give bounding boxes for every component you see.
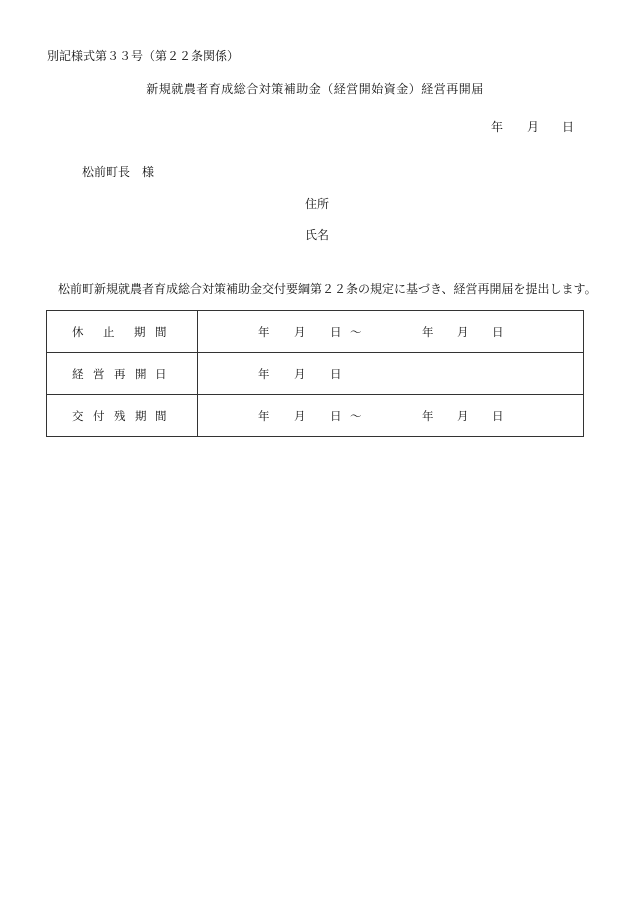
end-year-label: 年 [422, 324, 434, 339]
document-title: 新規就農者育成総合対策補助金（経営開始資金）経営再開届 [146, 82, 484, 96]
label-char: 開 [135, 366, 147, 381]
period-table [46, 310, 584, 437]
label-char: 止 [103, 324, 115, 339]
end-month-label: 月 [457, 324, 469, 339]
table-row-remaining-period [47, 395, 584, 437]
value-suspension-period [198, 311, 584, 353]
addressee: 松前町長 様 [82, 165, 155, 179]
label-char: 期 [134, 324, 146, 339]
start-day-label: 日 [330, 366, 342, 381]
end-month-label: 月 [457, 408, 469, 423]
address-label: 住所 [305, 197, 330, 211]
label-char: 間 [155, 324, 167, 339]
label-suspension-period [47, 311, 198, 353]
start-day-label: 日 [330, 408, 342, 423]
start-month-label: 月 [294, 324, 306, 339]
name-label: 氏名 [305, 228, 330, 242]
label-char: 付 [93, 408, 105, 423]
start-year-label: 年 [258, 408, 270, 423]
date-year-label: 年 [491, 120, 504, 134]
start-year-label: 年 [258, 324, 270, 339]
date-month-label: 月 [527, 120, 540, 134]
label-char: 交 [72, 408, 84, 423]
label-char: 経 [72, 366, 84, 381]
start-month-label: 月 [294, 366, 306, 381]
label-remaining-period [47, 395, 198, 437]
date-day-label: 日 [562, 120, 575, 134]
end-year-label: 年 [422, 408, 434, 423]
range-separator: ～ [350, 324, 362, 339]
table-row-suspension-period [47, 311, 584, 353]
range-separator: ～ [350, 408, 362, 423]
label-char: 期 [135, 408, 147, 423]
label-char: 再 [114, 366, 126, 381]
label-char: 日 [155, 366, 167, 381]
start-month-label: 月 [294, 408, 306, 423]
label-char: 休 [72, 324, 84, 339]
table-row-resumption-date [47, 353, 584, 395]
label-char: 営 [93, 366, 105, 381]
start-day-label: 日 [330, 324, 342, 339]
value-resumption-date [198, 353, 584, 395]
label-char: 間 [155, 408, 167, 423]
end-day-label: 日 [492, 324, 504, 339]
body-text: 松前町新規就農者育成総合対策補助金交付要綱第２２条の規定に基づき、経営再開届を提出します。 [58, 282, 597, 296]
label-char: 残 [114, 408, 126, 423]
label-resumption-date [47, 353, 198, 395]
form-number: 別記様式第３３号（第２２条関係） [47, 49, 240, 63]
end-day-label: 日 [492, 408, 504, 423]
value-remaining-period [198, 395, 584, 437]
start-year-label: 年 [258, 366, 270, 381]
